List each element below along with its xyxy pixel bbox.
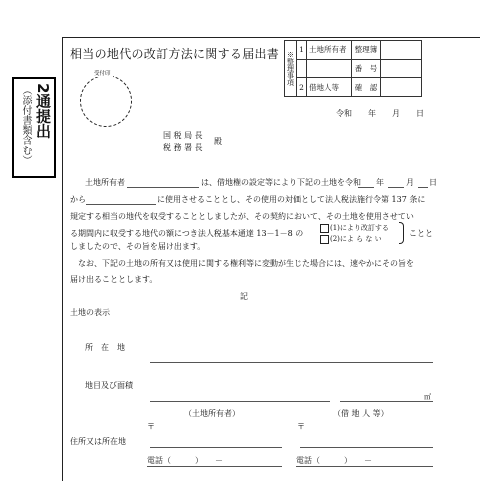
body-line-4-end: ことと <box>409 229 433 238</box>
body-line-1-owner: 土地所有者 <box>85 178 125 187</box>
receipt-stamp-area <box>80 75 132 127</box>
category-area-label: 地目及び面積 <box>85 381 133 390</box>
party-name: 土地所有者 <box>307 41 352 60</box>
office-use-note: ※整理事項 <box>285 41 297 97</box>
body-line-4: る期間内に収受する地代の額につき法人税基本通達 13－1－8 の <box>70 229 304 238</box>
category-field[interactable] <box>150 401 330 402</box>
honorific: 殿 <box>214 137 222 146</box>
owner-name-field[interactable] <box>127 187 199 188</box>
ki-heading: 記 <box>240 292 248 301</box>
office-use-table <box>284 40 422 97</box>
body-line-2-from: から <box>70 195 86 204</box>
location-label: 所 在 地 <box>85 343 125 352</box>
option-no-revise: (2)によ ら な い <box>330 235 382 243</box>
body-line-5: しましたので、その旨を届け出ます。 <box>70 242 206 251</box>
form-title: 相当の地代の改訂方法に関する届出書 <box>70 47 280 61</box>
party-name <box>307 59 352 78</box>
lessee-phone-underline <box>296 466 433 467</box>
row-number <box>297 59 307 78</box>
month-label: 月 <box>406 178 414 187</box>
office-field-label: 番 号 <box>352 59 381 78</box>
office-field-value[interactable] <box>381 41 422 60</box>
start-year-field[interactable] <box>358 187 374 188</box>
option-revise: (1)により改訂する <box>330 224 389 232</box>
owner-address-field[interactable] <box>150 447 282 448</box>
lessee-address-field[interactable] <box>300 447 433 448</box>
lessee-phone[interactable]: 電話（ ） － <box>296 456 372 465</box>
office-field-label: 整理簿 <box>352 41 381 60</box>
office-field-value[interactable] <box>381 78 422 97</box>
owner-postal-mark: 〒 <box>147 422 155 431</box>
land-display-heading: 土地の表示 <box>70 308 110 317</box>
body-line-2-text: に使用させることとし、その使用の対価として法人税法施行令第 137 条に <box>157 195 426 204</box>
start-day-field[interactable] <box>418 187 428 188</box>
lessee-postal-mark: 〒 <box>297 422 305 431</box>
no-revise-checkbox[interactable] <box>320 235 329 244</box>
owner-section-label: （土地所有者） <box>184 409 240 418</box>
receipt-stamp-label: 受付印 <box>94 71 111 77</box>
address-label: 住所又は所在地 <box>70 437 126 446</box>
area-field[interactable] <box>340 401 433 402</box>
body-line-7: 届け出ることとします。 <box>70 275 158 284</box>
office-field-label: 確 認 <box>352 78 381 97</box>
owner-phone-underline <box>147 466 282 467</box>
addressee-office: 税 務 署 長 <box>163 143 203 152</box>
addressee-bureau: 国 税 局 長 <box>163 131 203 140</box>
party-name: 借地人等 <box>307 78 352 97</box>
revise-checkbox[interactable] <box>320 224 329 233</box>
attachments-note: （添付書類含む） <box>20 85 31 165</box>
office-field-value[interactable] <box>381 59 422 78</box>
row-number: 1 <box>297 41 307 60</box>
year-label: 年 <box>376 178 384 187</box>
area-unit: ㎡ <box>424 393 431 401</box>
date-line[interactable]: 令和 年 月 日 <box>336 109 424 118</box>
row-number: 2 <box>297 78 307 97</box>
location-field[interactable] <box>150 362 433 363</box>
body-line-6: なお、下記の土地の所有又は使用に関する権利等に変動が生じた場合には、速やかにその旨を <box>78 259 414 268</box>
body-line-3: 規定する相当の地代を収受することとしましたが、その契約において、その土地を使用させてい <box>70 212 414 221</box>
submission-count-label: 2通提出 <box>34 83 52 139</box>
lessee-section-label: （借 地 人 等） <box>333 409 389 418</box>
body-line-1-text: は、借地権の設定等により下記の土地を令和 <box>201 178 361 187</box>
lessee-name-field[interactable] <box>86 204 156 205</box>
options-bracket <box>399 222 404 244</box>
start-month-field[interactable] <box>388 187 404 188</box>
submission-count-tag <box>12 77 56 178</box>
day-label: 日 <box>429 178 437 187</box>
owner-phone[interactable]: 電話（ ） － <box>147 456 223 465</box>
